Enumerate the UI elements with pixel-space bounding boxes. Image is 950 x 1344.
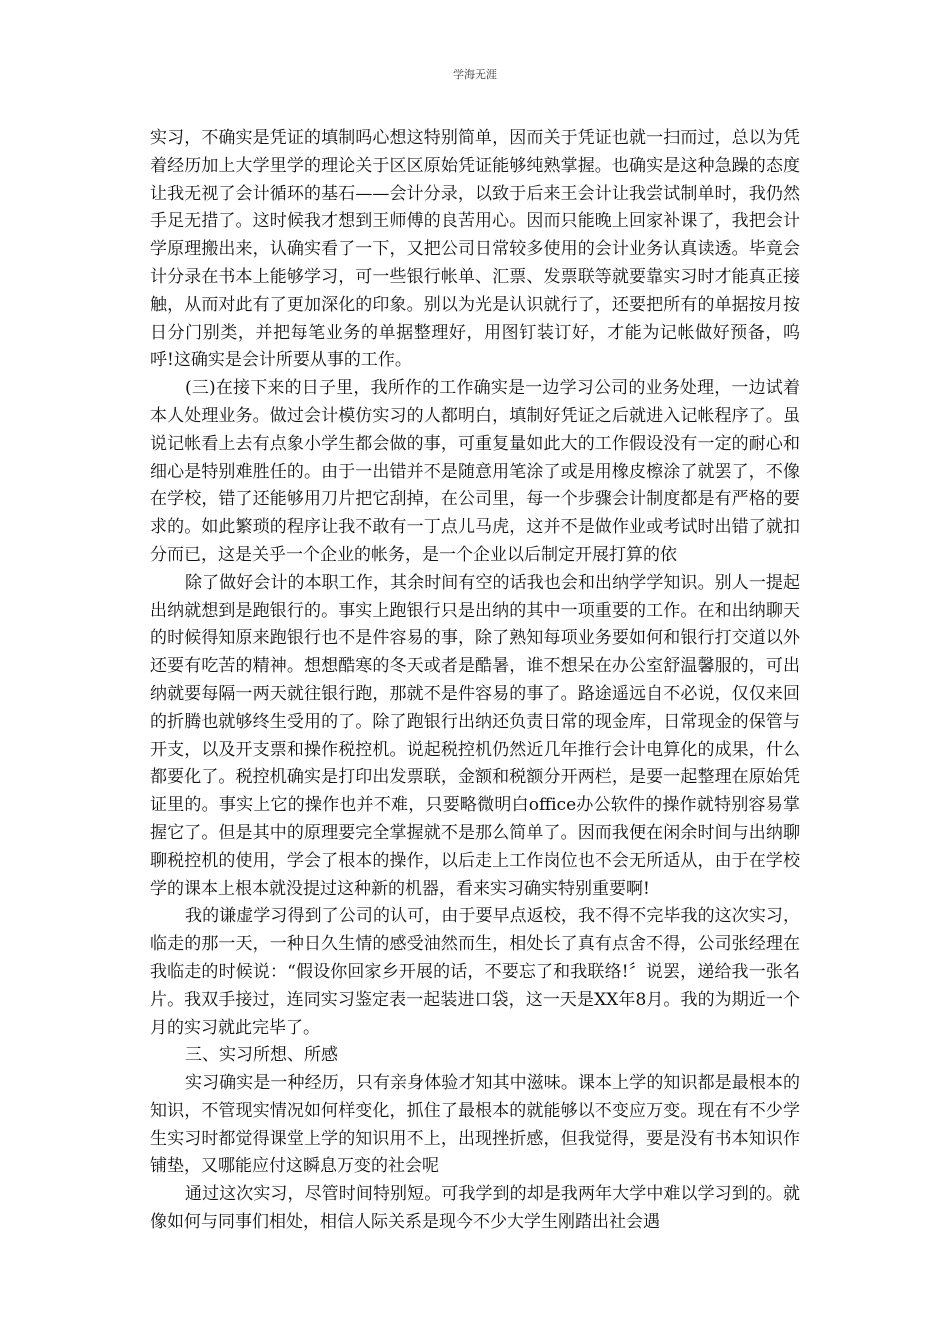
section-heading: 三、实习所想、所感 (185, 1045, 338, 1066)
paragraph: (三)在接下来的日子里，我所作的工作确实是一边学习公司的业务处理，一边试着本人处理业务。做过会计模仿实习的人都明白，填制好凭证之后就进入记帐程序了。虽说记帐看上去有点象小学生都会做的事，可重复量如此大的工作假设没有一定的耐心和细心是特别难胜任的。由于一出错并不是随意用笔涂了或是用橡皮檫涂了就罢了，不像在学校，错了还能够用刀片把它刮掉，在公司里，每一个步骤会计制度都是有严格的要求的。如此繁琐的程序让我不敢有一丁点儿马虎，这并不是做作业或考试时出错了就扣分而已，这是关乎一个企业的帐务，是一个企业以后制定开展打算的依 (150, 378, 800, 565)
page-header: 学海无涯 (453, 68, 497, 81)
paragraph: 我的谦虚学习得到了公司的认可，由于要早点返校，我不得不完毕我的这次实习，临走的那一天，一种日久生情的感受油然而生，相处长了真有点舍不得，公司张经理在我临走的时候说：“假设你回家乡开展的话，不要忘了和我联络!〞说罢，递给我一张名片。我双手接过，连同实习鉴定表一起装进口袋，这一天是XX年8月。我的为期近一个月的实习就此完毕了。 (150, 906, 800, 1038)
paragraph: 除了做好会计的本职工作，其余时间有空的话我也会和出纳学学知识。别人一提起出纳就想到是跑银行的。事实上跑银行只是出纳的其中一项重要的工作。在和出纳聊天的时候得知原来跑银行也不是件容易的事，除了熟知每项业务要如何和银行打交道以外还要有吃苦的精神。想想酷寒的冬天或者是酷暑，谁不想呆在办公室舒温馨服的，可出纳就要每隔一两天就往银行跑，那就不是件容易的事了。路途遥远自不必说，仅仅来回的折腾也就够终生受用的了。除了跑银行出纳还负责日常的现金库，日常现金的保管与开支，以及开支票和操作税控机。说起税控机仍然近几年推行会计电算化的成果，什么都要化了。税控机确实是打印出发票联，金额和税额分开两栏，是要一起整理在原始凭证里的。事实上它的操作也并不难，只要略微明白office办公软件的操作就特别容易掌握它了。但是其中的原理要完全掌握就不是那么简单了。因而我便在闲余时间与出纳聊聊税控机的使用，学会了根本的操作，以后走上工作岗位也不会无所适从，由于在学校学的课本上根本就没提过这种新的机器，看来实习确实特别重要啊! (150, 572, 800, 899)
document-body (150, 125, 800, 1237)
paragraph: 通过这次实习，尽管时间特别短。可我学到的却是我两年大学中难以学习到的。就像如何与同事们相处，相信人际关系是现今不少大学生刚踏出社会遇 (150, 1184, 800, 1233)
paragraph: 实习，不确实是凭证的填制吗心想这特别简单，因而关于凭证也就一扫而过，总以为凭着经历加上大学里学的理论关于区区原始凭证能够纯熟掌握。也确实是这种急躁的态度让我无视了会计循环的基石——会计分录，以致于后来王会计让我尝试制单时，我仍然手足无措了。这时候我才想到王师傅的良苦用心。因而只能晚上回家补课了，我把会计学原理搬出来，认确实看了一下，又把公司日常较多使用的会计业务认真读透。毕竟会计分录在书本上能够学习，可一些银行帐单、汇票、发票联等就要靠实习时才能真正接触，从而对此有了更加深化的印象。别以为光是认识就行了，还要把所有的单据按月按日分门别类，并把每笔业务的单据整理好，用图钉装订好，才能为记帐做好预备，呜呼!这确实是会计所要从事的工作。 (150, 128, 800, 371)
paragraph: 实习确实是一种经历，只有亲身体验才知其中滋味。课本上学的知识都是最根本的知识，不管现实情况如何样变化，抓住了最根本的就能够以不变应万变。现在有不少学生实习时都觉得课堂上学的知识用不上，出现挫折感，但我觉得，要是没有书本知识作铺垫，又哪能应付这瞬息万变的社会呢 (150, 1073, 800, 1177)
